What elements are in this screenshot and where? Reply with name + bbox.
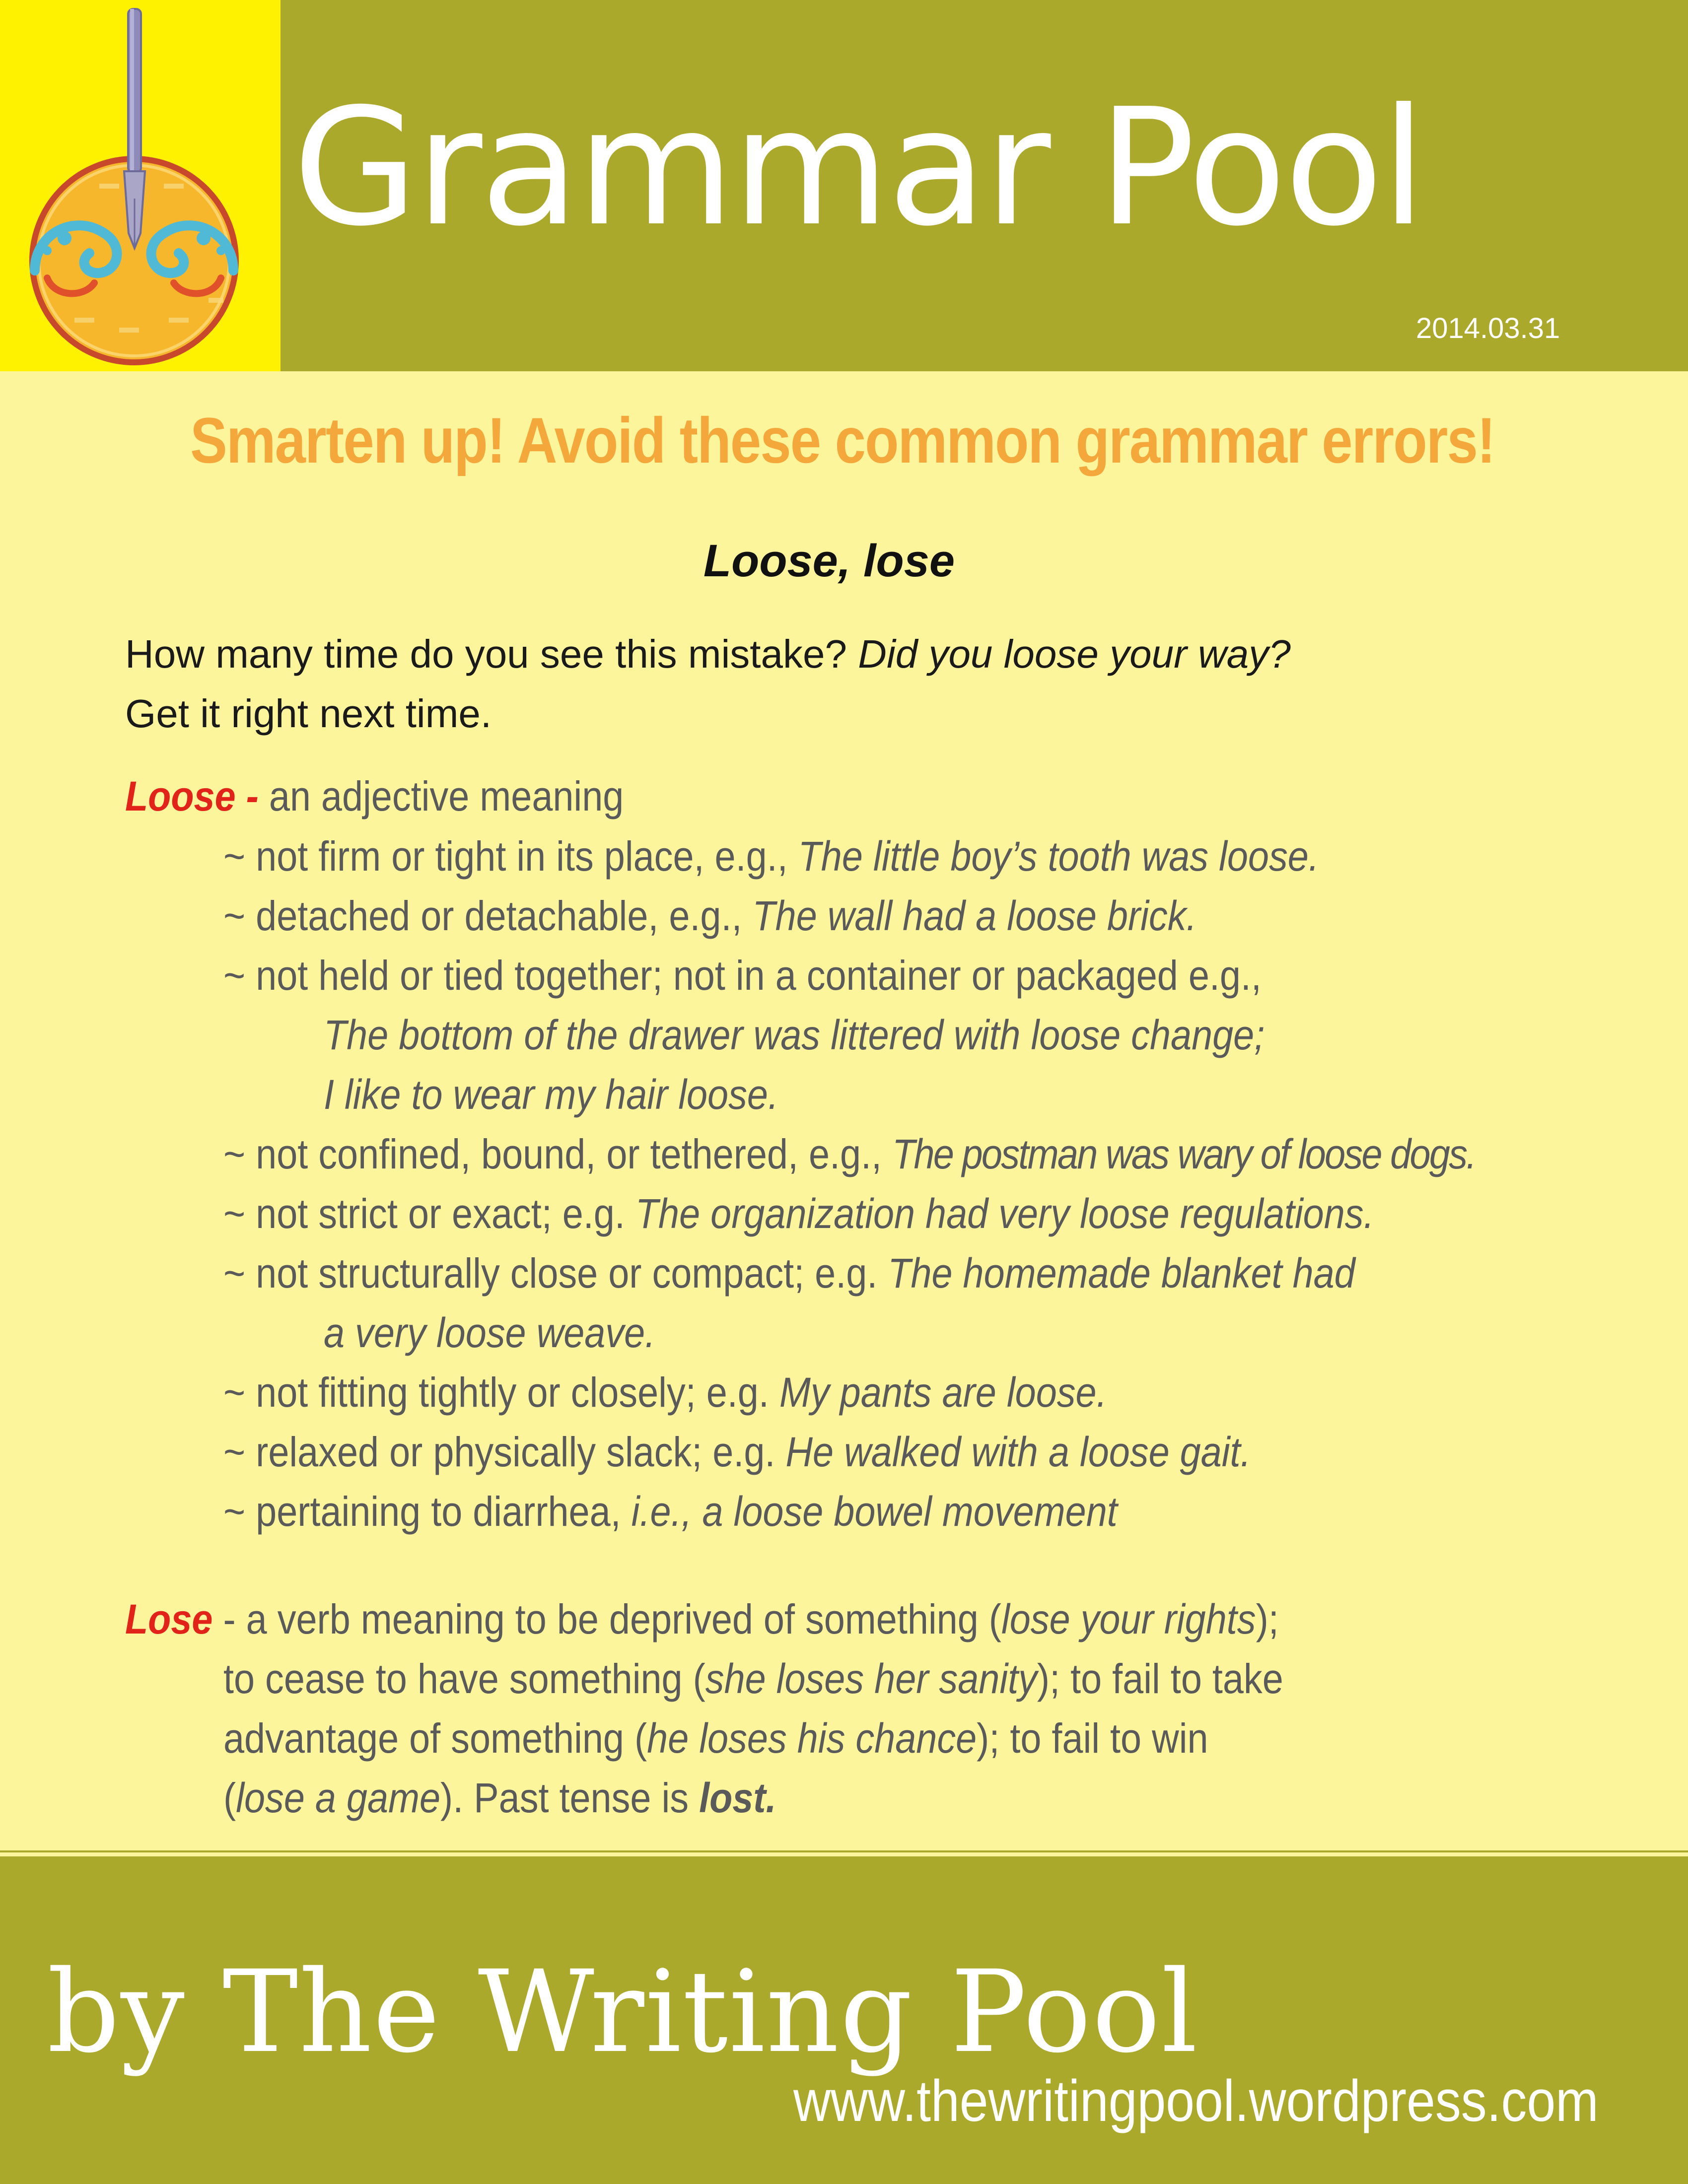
headline: Smarten up! Avoid these common grammar errors! (190, 404, 1495, 477)
page-title: Grammar Pool (293, 73, 1424, 262)
lose-definition-line-3: advantage of something (he loses his chance); to fail to win (223, 1715, 1208, 1762)
loose-definition-heading: Loose - an adjective meaning (125, 773, 624, 819)
intro-line-2: Get it right next time. (125, 691, 492, 736)
website-link[interactable]: www.thewritingpool.wordpress.com (793, 2068, 1599, 2134)
loose-sense-item: ~ not strict or exact; e.g. The organization had very loose regulations. (223, 1190, 1374, 1237)
intro-line-1: How many time do you see this mistake? Did you loose your way? (125, 632, 1291, 676)
logo (0, 0, 281, 371)
loose-sense-item: ~ not confined, bound, or tethered, e.g., The postman was wary of loose dogs. (223, 1131, 1476, 1177)
loose-sense-item: ~ not held or tied together; not in a container or packaged e.g., (223, 952, 1262, 999)
loose-example-continuation: I like to wear my hair loose. (324, 1071, 778, 1118)
loose-sense-item: ~ pertaining to diarrhea, i.e., a loose bowel movement (223, 1488, 1118, 1535)
loose-sense-item: ~ not firm or tight in its place, e.g., The little boy’s tooth was loose. (223, 833, 1319, 880)
intro-paragraph (125, 624, 1291, 744)
loose-sense-item: ~ not structurally close or compact; e.g. The homemade blanket had (223, 1250, 1355, 1297)
lose-definition-line-2: to cease to have something (she loses her sanity); to fail to take (223, 1655, 1283, 1702)
loose-sense-item: ~ not fitting tightly or closely; e.g. My pants are loose. (223, 1369, 1107, 1416)
loose-example-continuation: The bottom of the drawer was littered with loose change; (324, 1012, 1265, 1058)
loose-sense-item: ~ relaxed or physically slack; e.g. He walked with a loose gait. (223, 1429, 1251, 1475)
lose-definition-line-1: Lose - a verb meaning to be deprived of something (lose your rights); (125, 1596, 1279, 1642)
word-pair-heading: Loose, lose (703, 536, 955, 586)
loose-example-continuation: a very loose weave. (324, 1309, 656, 1356)
byline: by The Writing Pool (47, 1946, 1199, 2078)
footer-divider (0, 1850, 1688, 1852)
issue-date: 2014.03.31 (1416, 312, 1560, 344)
lose-definition-line-4: (lose a game). Past tense is lost. (223, 1774, 776, 1821)
pen-nib-pool-emblem-icon (0, 0, 281, 371)
loose-sense-item: ~ detached or detachable, e.g., The wall had a loose brick. (223, 892, 1197, 939)
